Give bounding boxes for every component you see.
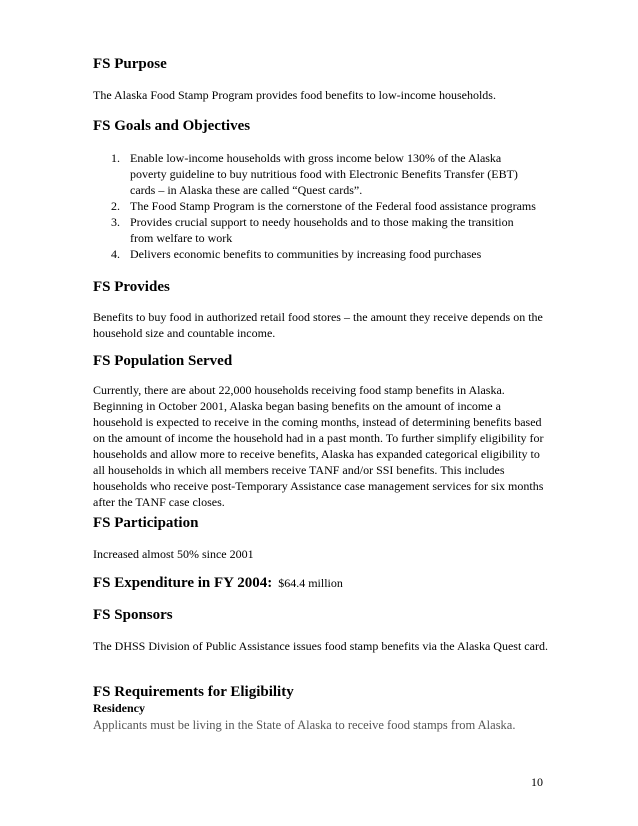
page-number: 10: [531, 775, 543, 789]
goals-item-number: 2.: [111, 199, 120, 213]
requirements-heading: FS Requirements for Eligibility: [93, 684, 294, 700]
residency-text: Applicants must be living in the State of Alaska to receive food stamps from Alaska.: [93, 718, 516, 732]
goals-item-number: 3.: [111, 215, 120, 229]
goals-item-text: The Food Stamp Program is the cornerstone of the Federal food assistance programs: [130, 199, 536, 213]
population-heading: FS Population Served: [93, 353, 233, 369]
goals-item: [111, 214, 537, 246]
residency-subheading: Residency: [93, 701, 145, 715]
goals-item-number: 4.: [111, 247, 120, 261]
goals-item: [111, 150, 537, 198]
purpose-text: The Alaska Food Stamp Program provides food benefits to low-income households.: [93, 88, 496, 102]
sponsors-text: The DHSS Division of Public Assistance issues food stamp benefits via the Alaska Quest card.: [93, 639, 548, 653]
expenditure-heading: [93, 574, 343, 592]
goals-item: [111, 246, 537, 262]
provides-heading: FS Provides: [93, 279, 170, 295]
provides-text: Benefits to buy food in authorized retail food stores – the amount they receive depends on the household size and countable income.: [93, 310, 543, 340]
goals-item-text: Delivers economic benefits to communities by increasing food purchases: [130, 247, 482, 261]
expenditure-label: FS Expenditure in FY 2004:: [93, 575, 273, 591]
goals-item: [111, 198, 537, 214]
participation-text: Increased almost 50% since 2001: [93, 547, 254, 561]
population-text: Currently, there are about 22,000 households receiving food stamp benefits in Alaska. Beginning in October 2001, Alaska began basing benefits on the amount of income a household is expected to receive in the coming months, instead of determining benefits based on the amount of income the household had in a past month. To further simplify eligibility for households and allow more to receive benefits, Alaska has expanded categorical eligibility to all households in which all members receive TANF and/or SSI benefits. This includes households who receive post-Temporary Assistance case management services for six months after the TANF case closes.: [93, 383, 544, 509]
sponsors-heading: FS Sponsors: [93, 607, 173, 623]
goals-heading: FS Goals and Objectives: [93, 118, 251, 134]
goals-item-text: Enable low-income households with gross income below 130% of the Alaska poverty guideline to buy nutritious food with Electronic Benefits Transfer (EBT) cards – in Alaska these are called “Quest cards”.: [130, 151, 518, 197]
expenditure-value: $64.4 million: [278, 576, 343, 590]
purpose-heading: FS Purpose: [93, 56, 167, 72]
goals-item-text: Provides crucial support to needy households and to those making the transition from welfare to work: [130, 215, 514, 245]
participation-heading: FS Participation: [93, 515, 199, 531]
goals-item-number: 1.: [111, 151, 120, 165]
goals-list: [111, 150, 537, 262]
